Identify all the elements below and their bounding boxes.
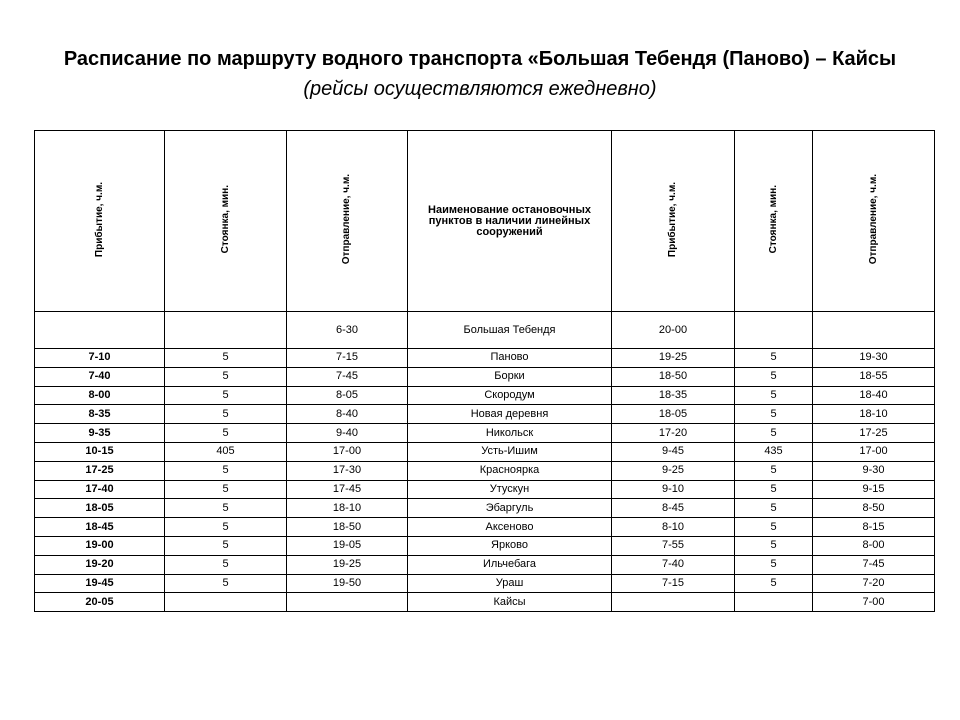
cell-arrival-return: 8-10 [612,518,735,537]
table-row [35,536,935,555]
table-row [35,461,935,480]
cell-stop-name: Паново [408,349,612,368]
cell-stop: 5 [165,424,287,443]
cell-departure-return: 18-55 [813,367,935,386]
cell-arrival: 8-00 [35,386,165,405]
cell-departure-return: 18-40 [813,386,935,405]
cell-departure: 6-30 [287,312,408,349]
cell-departure-return: 7-45 [813,555,935,574]
cell-arrival-return: 17-20 [612,424,735,443]
cell-arrival-return: 9-45 [612,442,735,461]
cell-departure-return: 18-10 [813,405,935,424]
cell-arrival: 9-35 [35,424,165,443]
table-row [35,405,935,424]
cell-arrival-return: 7-55 [612,536,735,555]
cell-stop-return: 5 [735,367,813,386]
cell-departure: 19-25 [287,555,408,574]
cell-stop: 5 [165,405,287,424]
table-row [35,367,935,386]
table-row [35,442,935,461]
cell-stop-name: Новая деревня [408,405,612,424]
cell-departure-return: 7-00 [813,593,935,612]
col-header-departure-label: Отправление, ч.м. [341,174,352,265]
cell-stop-return [735,593,813,612]
cell-arrival: 7-40 [35,367,165,386]
cell-arrival-return: 18-35 [612,386,735,405]
cell-stop: 5 [165,574,287,593]
cell-arrival-return: 7-40 [612,555,735,574]
col-header-departure-return [813,131,935,312]
cell-stop-name: Большая Тебендя [408,312,612,349]
table-row [35,386,935,405]
table-row [35,499,935,518]
col-header-stop-label: Стоянка, мин. [219,185,231,254]
table-row [35,424,935,443]
cell-departure: 18-10 [287,499,408,518]
cell-arrival-return: 20-00 [612,312,735,349]
cell-stop-return: 5 [735,518,813,537]
cell-departure: 17-00 [287,442,408,461]
cell-departure: 17-30 [287,461,408,480]
col-header-stop-name: Наименование остановочных пунктов в наличии линейных сооружений [408,131,612,312]
cell-stop-return: 5 [735,574,813,593]
cell-departure-return: 19-30 [813,349,935,368]
col-header-stop-return-label: Стоянка, мин. [767,185,779,254]
cell-stop: 5 [165,499,287,518]
col-header-stop [165,131,287,312]
cell-stop-return: 5 [735,424,813,443]
cell-stop-name: Скородум [408,386,612,405]
cell-arrival: 7-10 [35,349,165,368]
page-subtitle: (рейсы осуществляются ежедневно) [303,78,657,100]
cell-departure-return: 9-15 [813,480,935,499]
table-row [35,518,935,537]
cell-stop: 5 [165,386,287,405]
cell-stop: 5 [165,367,287,386]
cell-stop-return [735,312,813,349]
cell-stop-return: 435 [735,442,813,461]
col-header-arrival-return [612,131,735,312]
cell-stop-return: 5 [735,349,813,368]
cell-stop: 5 [165,536,287,555]
cell-departure-return: 17-25 [813,424,935,443]
cell-arrival: 8-35 [35,405,165,424]
cell-departure [287,593,408,612]
cell-departure-return: 8-00 [813,536,935,555]
cell-arrival-return: 18-50 [612,367,735,386]
cell-arrival: 10-15 [35,442,165,461]
cell-departure-return: 7-20 [813,574,935,593]
cell-stop-name: Кайсы [408,593,612,612]
cell-arrival: 18-05 [35,499,165,518]
table-row [35,480,935,499]
cell-arrival [35,312,165,349]
cell-arrival-return: 9-25 [612,461,735,480]
cell-arrival-return: 19-25 [612,349,735,368]
table-row [35,574,935,593]
cell-stop-name: Эбаргуль [408,499,612,518]
cell-arrival: 17-40 [35,480,165,499]
cell-departure: 19-50 [287,574,408,593]
cell-arrival: 18-45 [35,518,165,537]
cell-stop-name: Никольск [408,424,612,443]
cell-stop-name: Борки [408,367,612,386]
cell-stop-return: 5 [735,461,813,480]
table-row [35,555,935,574]
cell-arrival: 19-20 [35,555,165,574]
cell-stop-name: Ураш [408,574,612,593]
col-header-departure-return-label: Отправление, ч.м. [867,174,879,265]
cell-stop-return: 5 [735,536,813,555]
cell-stop [165,312,287,349]
cell-arrival-return [612,593,735,612]
cell-departure-return: 8-50 [813,499,935,518]
cell-departure: 7-15 [287,349,408,368]
table-row [35,593,935,612]
cell-departure-return: 8-15 [813,518,935,537]
cell-arrival: 20-05 [35,593,165,612]
cell-departure: 8-05 [287,386,408,405]
cell-stop-name: Ильчебага [408,555,612,574]
col-header-departure [287,131,408,312]
cell-arrival-return: 9-10 [612,480,735,499]
col-header-arrival-label: Прибытие, ч.м. [93,181,105,258]
cell-arrival: 17-25 [35,461,165,480]
col-header-arrival-return-label: Прибытие, ч.м. [667,181,678,258]
cell-stop: 5 [165,555,287,574]
cell-stop-name: Ярково [408,536,612,555]
cell-departure: 19-05 [287,536,408,555]
col-header-stop-return [735,131,813,312]
schedule-table [34,130,935,612]
cell-departure: 18-50 [287,518,408,537]
cell-arrival-return: 8-45 [612,499,735,518]
cell-stop: 5 [165,461,287,480]
cell-stop: 5 [165,480,287,499]
cell-departure: 8-40 [287,405,408,424]
cell-departure: 7-45 [287,367,408,386]
cell-stop-name: Усть-Ишим [408,442,612,461]
cell-departure-return: 9-30 [813,461,935,480]
cell-stop-return: 5 [735,480,813,499]
table-row [35,312,935,349]
cell-stop-name: Красноярка [408,461,612,480]
cell-departure-return: 17-00 [813,442,935,461]
cell-stop: 5 [165,349,287,368]
cell-departure: 9-40 [287,424,408,443]
cell-departure: 17-45 [287,480,408,499]
cell-stop-return: 5 [735,499,813,518]
cell-departure-return [813,312,935,349]
cell-stop-return: 5 [735,405,813,424]
cell-stop: 5 [165,518,287,537]
cell-arrival: 19-00 [35,536,165,555]
cell-stop-name: Аксеново [408,518,612,537]
header-row [35,131,935,312]
col-header-arrival [35,131,165,312]
cell-stop [165,593,287,612]
cell-stop-return: 5 [735,386,813,405]
cell-stop: 405 [165,442,287,461]
page-title: Расписание по маршруту водного транспорта «Большая Тебендя (Паново) – Кайсы [63,48,897,70]
cell-arrival-return: 7-15 [612,574,735,593]
cell-stop-name: Утускун [408,480,612,499]
cell-stop-return: 5 [735,555,813,574]
table-row [35,349,935,368]
cell-arrival: 19-45 [35,574,165,593]
cell-arrival-return: 18-05 [612,405,735,424]
